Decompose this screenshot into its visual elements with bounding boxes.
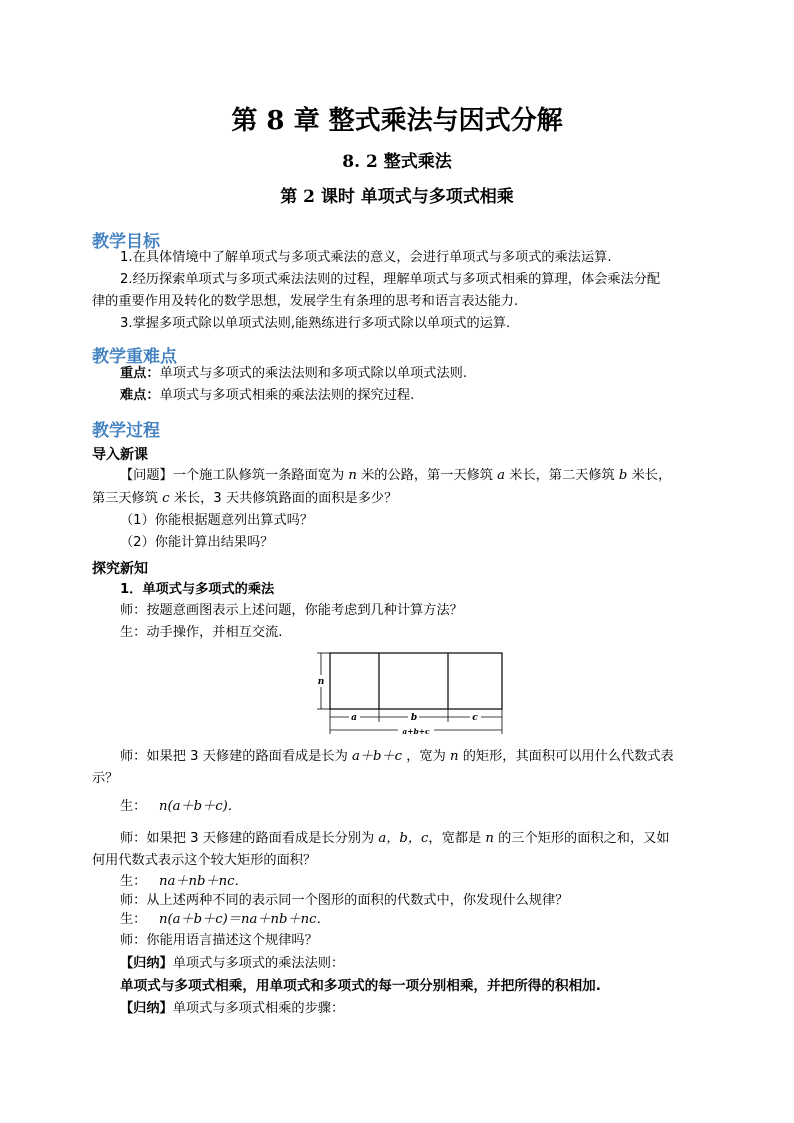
student-line-1: 生：动手操作，并相互交流. bbox=[120, 625, 283, 640]
summary-text: 单项式与多项式相乘的步骤： bbox=[172, 1001, 345, 1016]
figure-label-b: b bbox=[410, 713, 418, 723]
section-title: 8. 2 整式乘法 bbox=[342, 152, 452, 172]
focus-line bbox=[120, 364, 467, 384]
explore-heading: 探究新知 bbox=[92, 561, 148, 577]
var-c: c bbox=[162, 491, 170, 506]
question-1: （1）你能根据题意列出算式吗？ bbox=[120, 513, 314, 528]
student-line-3 bbox=[120, 872, 248, 892]
problem-label: 【问题】 bbox=[120, 468, 173, 483]
student-line-2 bbox=[120, 797, 241, 817]
student-line-4 bbox=[120, 910, 330, 930]
summary-1 bbox=[120, 954, 344, 974]
goal-item-1: 1.在具体情境中了解单项式与多项式乘法的意义，会进行单项式与多项式的乘法运算. bbox=[120, 250, 612, 265]
teacher-text: 的三个矩形的面积之和，又如 bbox=[493, 831, 670, 846]
teacher-line-3 bbox=[120, 829, 670, 849]
var-b: b bbox=[618, 468, 628, 483]
subsection-1: 1．单项式与多项式的乘法 bbox=[120, 582, 275, 597]
student-label: 生： bbox=[120, 874, 147, 889]
teacher-text: 师：如果把 3 天修建的路面看成是长分别为 bbox=[120, 831, 379, 846]
figure-label-total: a+b+c bbox=[402, 727, 430, 736]
student-label: 生： bbox=[120, 799, 147, 814]
summary-text: 单项式与多项式的乘法法则： bbox=[172, 956, 345, 971]
expr-na-nb-nc: na＋nb＋nc． bbox=[158, 874, 248, 889]
expr-distributive: n(a＋b＋c)＝na＋nb＋nc． bbox=[158, 912, 330, 927]
chapter-title: 第 8 章 整式乘法与因式分解 bbox=[231, 106, 563, 136]
summary-2 bbox=[120, 999, 344, 1019]
lesson-title: 第 2 课时 单项式与多项式相乘 bbox=[280, 187, 514, 207]
teacher-text: ，宽都是 bbox=[428, 831, 486, 846]
keypoints-heading: 教学重难点 bbox=[92, 347, 177, 367]
goal-item-2: 2.经历探索单项式与多项式乘法法则的过程，理解单项式与多项式相乘的算理，体会乘法分配 bbox=[120, 272, 661, 287]
difficulty-line bbox=[120, 386, 414, 406]
problem-text: 米长，3 天共修筑路面的面积是多少？ bbox=[169, 491, 398, 506]
problem-text: 米长， bbox=[627, 468, 672, 483]
summary-label: 【归纳】 bbox=[120, 956, 173, 971]
problem-text: 米的公路，第一天修筑 bbox=[356, 468, 498, 483]
teacher-line-2-cont: 示？ bbox=[92, 771, 119, 786]
expr-a-b-c: a＋b＋c bbox=[351, 749, 403, 764]
difficulty-text: 单项式与多项式相乘的乘法法则的探究过程. bbox=[159, 388, 415, 403]
focus-label: 重点： bbox=[120, 366, 160, 381]
goals-heading: 教学目标 bbox=[92, 232, 160, 252]
problem-line-1 bbox=[120, 466, 671, 486]
focus-text: 单项式与多项式的乘法法则和多项式除以单项式法则. bbox=[159, 366, 468, 381]
summary-label: 【归纳】 bbox=[120, 1001, 173, 1016]
teacher-line-4: 师：从上述两种不同的表示同一个图形的面积的代数式中，你发现什么规律？ bbox=[120, 893, 569, 908]
problem-text: 米长，第二天修筑 bbox=[505, 468, 619, 483]
teacher-line-1: 师：按题意画图表示上述问题，你能考虑到几种计算方法？ bbox=[120, 603, 463, 618]
teacher-line-5: 师：你能用语言描述这个规律吗？ bbox=[120, 933, 318, 948]
outer-rectangle bbox=[330, 653, 502, 709]
intro-heading: 导入新课 bbox=[92, 447, 148, 463]
problem-line-2 bbox=[92, 489, 397, 509]
figure-label-n: n bbox=[317, 677, 325, 687]
rule-statement: 单项式与多项式相乘，用单项式和多项式的每一项分别相乘，并把所得的积相加. bbox=[120, 978, 601, 994]
difficulty-label: 难点： bbox=[120, 388, 160, 403]
goal-item-3: 3.掌握多项式除以单项式法则,能熟练进行多项式除以单项式的运算. bbox=[120, 316, 511, 331]
var-n: n bbox=[348, 468, 357, 483]
teacher-line-2 bbox=[120, 747, 674, 767]
expr-n-a-b-c: n(a＋b＋c)． bbox=[158, 799, 241, 814]
problem-text: 第三天修筑 bbox=[92, 491, 163, 506]
question-2: （2）你能计算出结果吗？ bbox=[120, 535, 274, 550]
rectangle-figure bbox=[310, 646, 510, 738]
teacher-line-3-cont: 何用代数式表示这个较大矩形的面积？ bbox=[92, 853, 317, 868]
vars-abc: a，b，c bbox=[378, 831, 429, 846]
problem-text: 一个施工队修筑一条路面宽为 bbox=[172, 468, 349, 483]
process-heading: 教学过程 bbox=[92, 421, 160, 441]
var-n: n bbox=[450, 749, 459, 764]
teacher-text: 师：如果把 3 天修建的路面看成是长为 bbox=[120, 749, 352, 764]
teacher-text: 的矩形，其面积可以用什么代数式表 bbox=[458, 749, 674, 764]
student-label: 生： bbox=[120, 912, 147, 927]
goal-item-2-cont: 律的重要作用及转化的数学思想，发展学生有条理的思考和语言表达能力. bbox=[92, 294, 519, 309]
var-n: n bbox=[485, 831, 494, 846]
figure-label-a: a bbox=[351, 713, 357, 723]
figure-label-c: c bbox=[472, 713, 478, 723]
var-a: a bbox=[497, 468, 506, 483]
teacher-text: ，宽为 bbox=[402, 749, 450, 764]
